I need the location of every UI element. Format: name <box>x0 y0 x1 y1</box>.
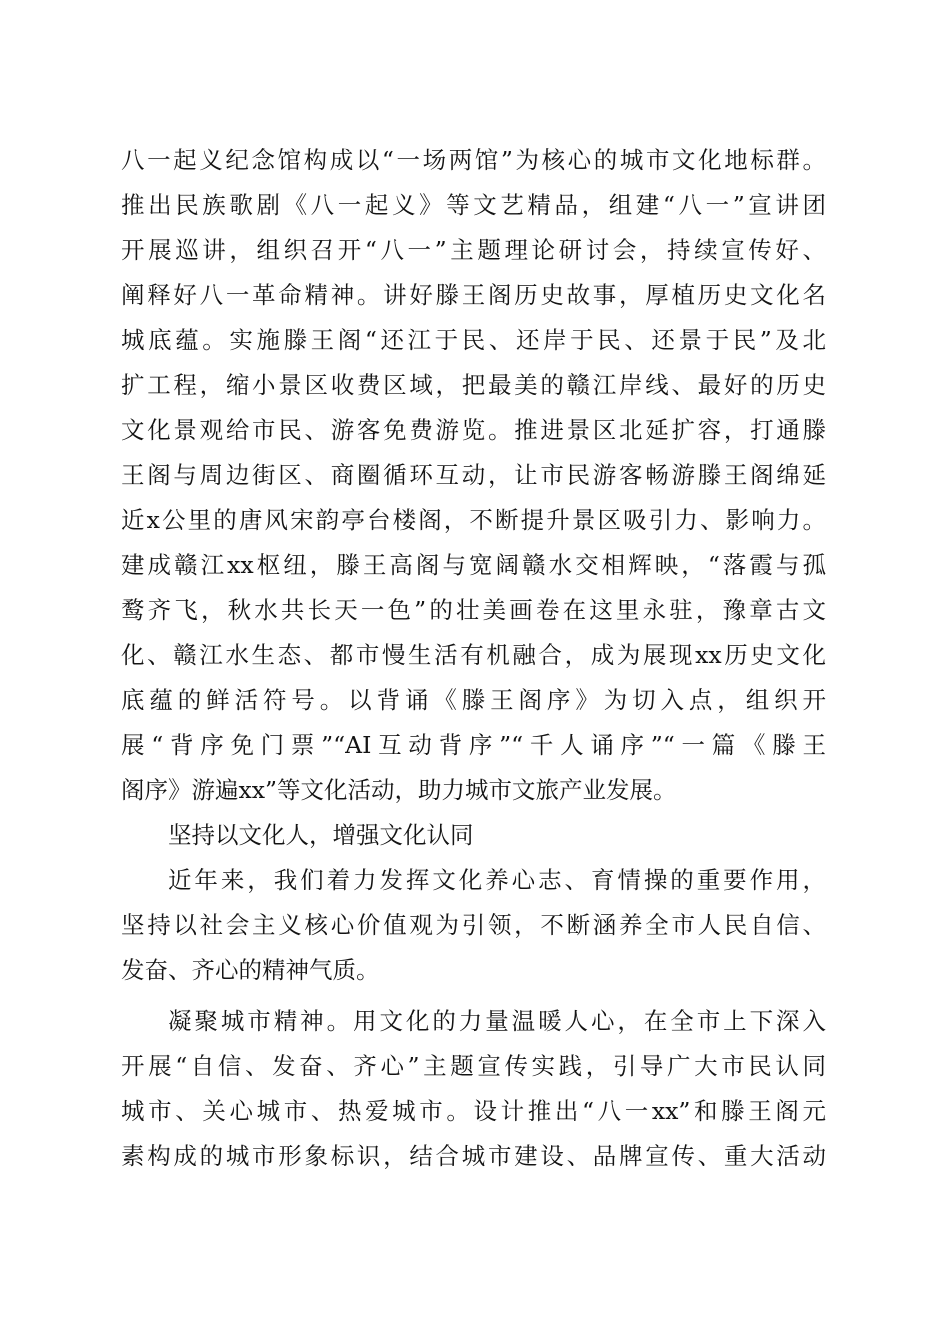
text-line: 凝聚城市精神。用文化的力量温暖人心，在全市上下深入 <box>168 1007 826 1035</box>
paragraph-intro <box>121 858 826 993</box>
text-line: 八一起义纪念馆构成以“一场两馆”为核心的城市文化地标群。 <box>121 146 826 174</box>
text-line: 文化景观给市民、游客免费游览。推进景区北延扩容，打通滕 <box>121 416 826 444</box>
text-line: 开展巡讲，组织召开“八一”主题理论研讨会，持续宣传好、 <box>121 236 826 264</box>
text-line: 阁序》游遍xx”等文化活动，助力城市文旅产业发展。 <box>121 776 677 804</box>
text-line: 阐释好八一革命精神。讲好滕王阁历史故事，厚植历史文化名 <box>121 281 826 309</box>
text-line: 近年来，我们着力发挥文化养心志、育情操的重要作用， <box>168 866 826 894</box>
text-line: 城底蕴。实施滕王阁“还江于民、还岸于民、还景于民”及北 <box>121 326 826 354</box>
section-heading <box>121 813 826 858</box>
text-line: 开展“自信、发奋、齐心”主题宣传实践，引导广大市民认同 <box>121 1052 826 1080</box>
text-line: 城市、关心城市、热爱城市。设计推出“八一xx”和滕王阁元 <box>121 1097 826 1125</box>
text-line: 化、赣江水生态、都市慢生活有机融合，成为展现xx历史文化 <box>121 641 826 669</box>
paragraph-landmarks <box>121 138 826 813</box>
text-line: 王阁与周边街区、商圈循环互动，让市民游客畅游滕王阁绵延 <box>121 461 826 489</box>
text-line: 发奋、齐心的精神气质。 <box>121 956 380 984</box>
heading-line: 坚持以文化人，增强文化认同 <box>168 821 474 849</box>
text-line: 推出民族歌剧《八一起义》等文艺精品，组建“八一”宣讲团 <box>121 191 826 219</box>
text-line: 建成赣江xx枢纽，滕王高阁与宽阔赣水交相辉映，“落霞与孤 <box>121 551 826 579</box>
text-line: 鹜齐飞，秋水共长天一色”的壮美画卷在这里永驻，豫章古文 <box>121 596 826 624</box>
text-line: 展“背序免门票”“AI互动背序”“千人诵序”“一篇《滕王 <box>121 731 826 759</box>
text-line: 素构成的城市形象标识，结合城市建设、品牌宣传、重大活动 <box>121 1142 826 1170</box>
paragraph-city-spirit <box>121 999 826 1179</box>
text-line: 坚持以社会主义核心价值观为引领，不断涵养全市人民自信、 <box>121 911 826 939</box>
text-line: 底蕴的鲜活符号。以背诵《滕王阁序》为切入点，组织开 <box>121 686 826 714</box>
text-line: 扩工程，缩小景区收费区域，把最美的赣江岸线、最好的历史 <box>121 371 826 399</box>
text-line: 近x公里的唐风宋韵亭台楼阁，不断提升景区吸引力、影响力。 <box>121 506 826 534</box>
document-body <box>121 138 826 1179</box>
